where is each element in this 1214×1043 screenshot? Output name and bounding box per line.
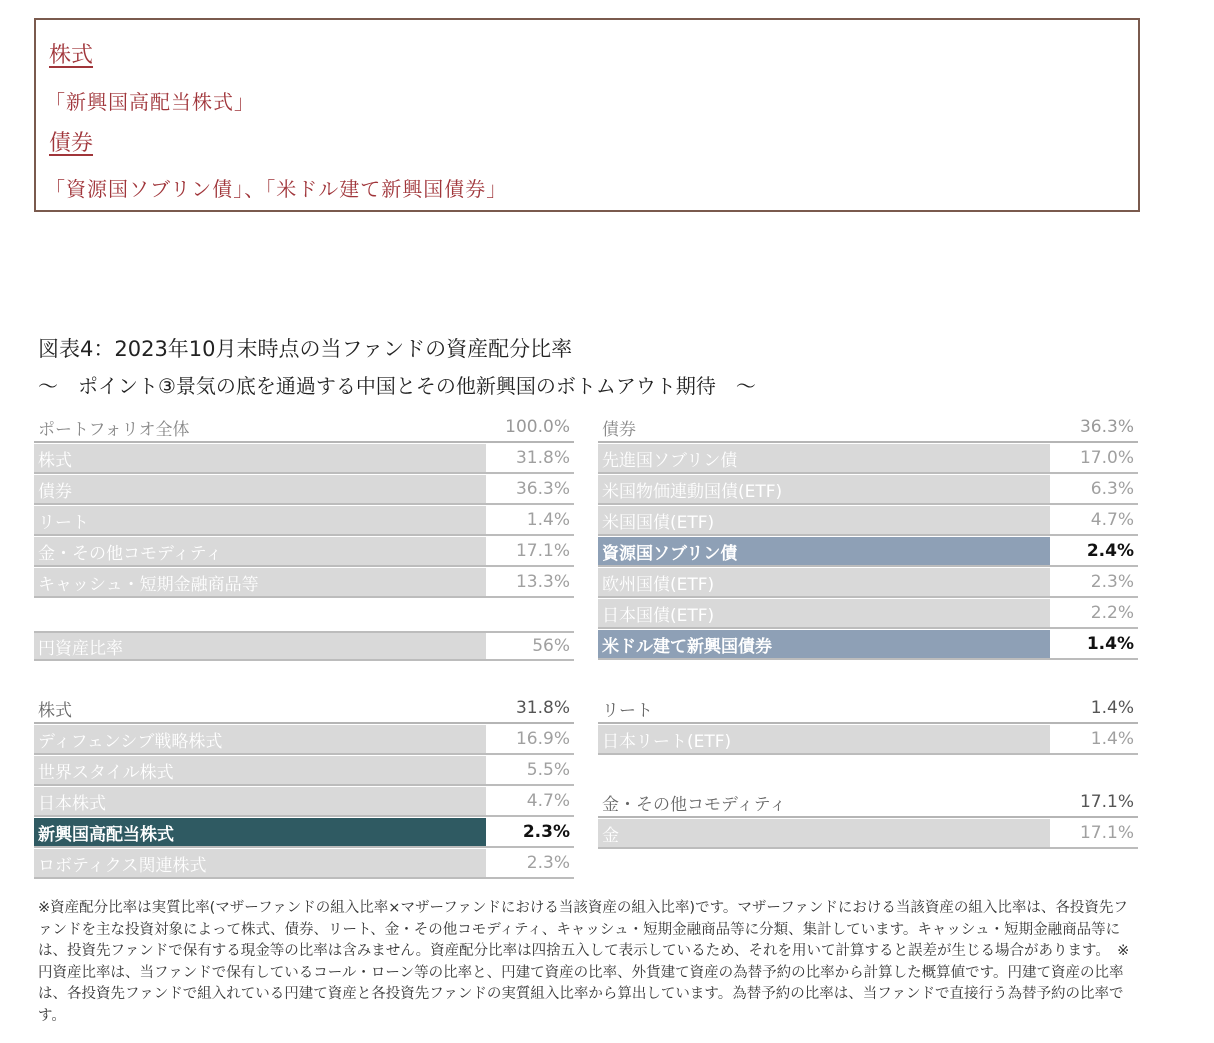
commodity-header-row [598, 788, 1138, 818]
table-row [598, 599, 1138, 629]
row-value: 36.3% [486, 475, 574, 503]
reit-header-label: リート [598, 694, 1050, 722]
commodity-header-value: 17.1% [1050, 788, 1138, 816]
table-row [34, 725, 574, 755]
row-value: 17.1% [486, 537, 574, 565]
figure-title: 図表4：2023年10月末時点の当ファンドの資産配分比率 [38, 337, 573, 361]
row-value: 2.3% [1050, 568, 1138, 596]
bond-heading: 債券 [49, 131, 94, 156]
row-value: 4.7% [486, 787, 574, 815]
row-label: 日本株式 [34, 787, 486, 815]
row-value: 16.9% [486, 725, 574, 753]
row-value: 6.3% [1050, 475, 1138, 503]
row-label: 債券 [34, 475, 486, 503]
yen-ratio-value: 56% [486, 633, 574, 659]
row-label: 米国物価連動国債(ETF) [598, 475, 1050, 503]
reit-header-row [598, 694, 1138, 724]
row-value: 1.4% [1050, 630, 1138, 658]
row-label: 米ドル建て新興国債券 [598, 630, 1050, 658]
table-row [598, 475, 1138, 505]
row-value: 2.3% [486, 818, 574, 846]
table-row [34, 568, 574, 598]
table-row [598, 819, 1138, 849]
row-label: 日本国債(ETF) [598, 599, 1050, 627]
row-value: 31.8% [486, 444, 574, 472]
table-row [34, 537, 574, 567]
row-value: 13.3% [486, 568, 574, 596]
figure-subtitle: ～ ポイント③景気の底を通過する中国とその他新興国のボトムアウト期待 ～ [38, 374, 756, 398]
table-row [34, 787, 574, 817]
table-row [34, 444, 574, 474]
row-value: 2.4% [1050, 537, 1138, 565]
row-label: 金・その他コモディティ [34, 537, 486, 565]
table-row-highlight [598, 630, 1138, 660]
row-label: ロボティクス関連株式 [34, 849, 486, 877]
row-label: 米国国債(ETF) [598, 506, 1050, 534]
footnote: ※資産配分比率は実質比率(マザーファンドの組入比率×マザーファンドにおける当該資産の組入比率)です。マザーファンドにおける当該資産の組入比率は、各投資先ファンドを主な投資対象によって株式、債券、リート、金・その他コモディティ、キャッシュ・短期金融商品等に分類、集計しています。キャッシュ・短期金融商品等には、投資先ファンドで保有する現金等の比率は含みません。資産配分比率は四捨五入して表示しているため、それを用いて計算すると誤差が生じる場合があります。 ※円資産比率は、当ファンドで保有しているコール・ローン等の比率と、円建て資産の比率、外貨建て資産の為替予約の比率から計算した概算値です。円建て資産の比率は、各投資先ファンドで組入れている円建て資産と各投資先ファンドの実質組入比率から算出しています。為替予約の比率は、当ファンドで直接行う為替予約の比率です。 [38, 900, 1130, 1024]
portfolio-header-row [34, 413, 574, 443]
stock-header-row [34, 694, 574, 724]
stock-line: 「新興国高配当株式」 [45, 90, 255, 114]
table-row [598, 444, 1138, 474]
row-label: 金 [598, 819, 1050, 847]
row-label: 新興国高配当株式 [34, 818, 486, 846]
yen-ratio-label: 円資産比率 [34, 633, 486, 659]
table-row [598, 506, 1138, 536]
row-value: 1.4% [1050, 725, 1138, 753]
row-label: 欧州国債(ETF) [598, 568, 1050, 596]
row-label: リート [34, 506, 486, 534]
reit-header-value: 1.4% [1050, 694, 1138, 722]
table-row-highlight [598, 537, 1138, 567]
stock-header-label: 株式 [34, 694, 486, 722]
highlight-box [34, 18, 1140, 212]
table-row [34, 849, 574, 879]
row-value: 17.0% [1050, 444, 1138, 472]
yen-ratio-row [34, 631, 574, 661]
table-row-highlight [34, 818, 574, 848]
row-label: 世界スタイル株式 [34, 756, 486, 784]
row-label: 株式 [34, 444, 486, 472]
row-value: 17.1% [1050, 819, 1138, 847]
bond-header-value: 36.3% [1050, 413, 1138, 441]
row-value: 5.5% [486, 756, 574, 784]
stock-heading: 株式 [49, 43, 94, 68]
row-label: キャッシュ・短期金融商品等 [34, 568, 486, 596]
row-value: 1.4% [486, 506, 574, 534]
portfolio-header-value: 100.0% [486, 413, 574, 441]
row-label: ディフェンシブ戦略株式 [34, 725, 486, 753]
row-label: 資源国ソブリン債 [598, 537, 1050, 565]
table-row [598, 568, 1138, 598]
bond-header-row [598, 413, 1138, 443]
portfolio-header-label: ポートフォリオ全体 [34, 413, 486, 441]
table-row [34, 756, 574, 786]
table-row [598, 725, 1138, 755]
row-value: 4.7% [1050, 506, 1138, 534]
row-label: 先進国ソブリン債 [598, 444, 1050, 472]
table-row [34, 475, 574, 505]
commodity-header-label: 金・その他コモディティ [598, 788, 1050, 816]
row-value: 2.2% [1050, 599, 1138, 627]
table-row [34, 506, 574, 536]
stock-header-value: 31.8% [486, 694, 574, 722]
bond-line: 「資源国ソブリン債」、「米ドル建て新興国債券」 [45, 177, 508, 201]
bond-header-label: 債券 [598, 413, 1050, 441]
row-value: 2.3% [486, 849, 574, 877]
row-label: 日本リート(ETF) [598, 725, 1050, 753]
